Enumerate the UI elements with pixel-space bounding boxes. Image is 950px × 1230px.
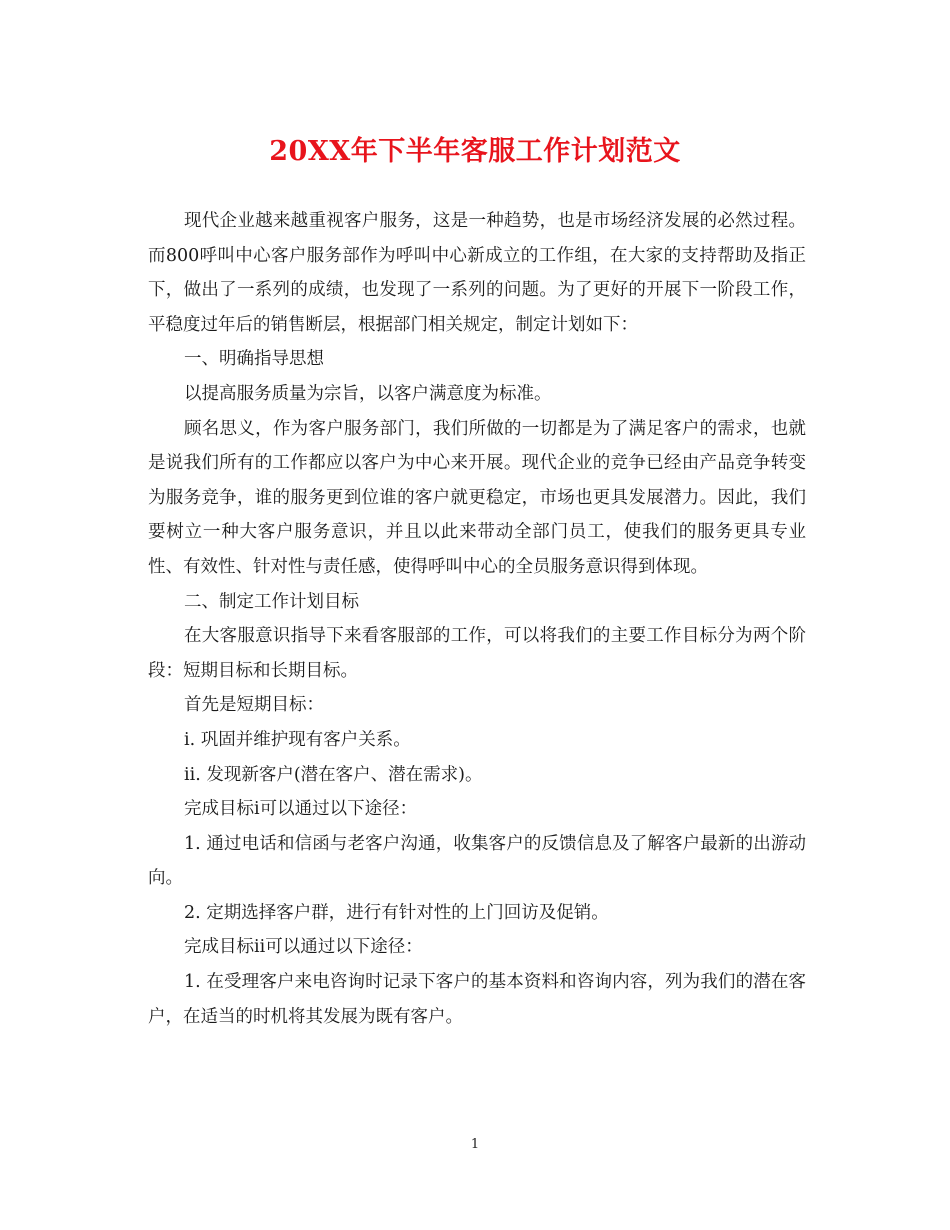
document-body <box>148 204 806 1034</box>
paragraph: 完成目标i可以通过以下途径： <box>184 799 418 820</box>
section-heading-1: 一、明确指导思想 <box>184 349 324 370</box>
list-item: 1. 通过电话和信函与老客户沟通，收集客户的反馈信息及了解客户最新的出游动向。 <box>148 833 806 889</box>
list-item: 2. 定期选择客户群，进行有针对性的上门回访及促销。 <box>184 902 609 923</box>
list-item: i. 巩固并维护现有客户关系。 <box>184 729 411 750</box>
paragraph: 以提高服务质量为宗旨，以客户满意度为标准。 <box>184 383 552 404</box>
paragraph: 在大客服意识指导下来看客服部的工作，可以将我们的主要工作目标分为两个阶段：短期目标和长期目标。 <box>148 626 806 681</box>
list-item: ii. 发现新客户(潜在客户、潜在需求)。 <box>184 764 483 785</box>
paragraph: 完成目标ii可以通过以下途径： <box>184 937 423 958</box>
paragraph: 首先是短期目标： <box>184 695 324 716</box>
paragraph: 顾名思义，作为客户服务部门，我们所做的一切都是为了满足客户的需求，也就是说我们所有的工作都应以客户为中心来开展。现代企业的竞争已经由产品竞争转变为服务竞争，谁的服务更到位谁的客户就更稳定，市场也更具发展潜力。因此，我们要树立一种大客户服务意识，并且以此来带动全部门员工，使我们的服务更具专业性、有效性、针对性与责任感，使得呼叫中心的全员服务意识得到体现。 <box>148 418 806 577</box>
page-number: 1 <box>470 1137 480 1152</box>
document-title: 20XX年下半年客服工作计划范文 <box>269 136 681 167</box>
list-item: 1. 在受理客户来电咨询时记录下客户的基本资料和咨询内容，列为我们的潜在客户，在适当的时机将其发展为既有客户。 <box>148 972 806 1027</box>
section-heading-2: 二、制定工作计划目标 <box>184 591 359 612</box>
paragraph-intro: 现代企业越来越重视客户服务，这是一种趋势，也是市场经济发展的必然过程。而800呼叫中心客户服务部作为呼叫中心新成立的工作组，在大家的支持帮助及指正下，做出了一系列的成绩，也发现了一系列的问题。为了更好的开展下一阶段工作，平稳度过年后的销售断层，根据部门相关规定，制定计划如下： <box>148 211 806 335</box>
